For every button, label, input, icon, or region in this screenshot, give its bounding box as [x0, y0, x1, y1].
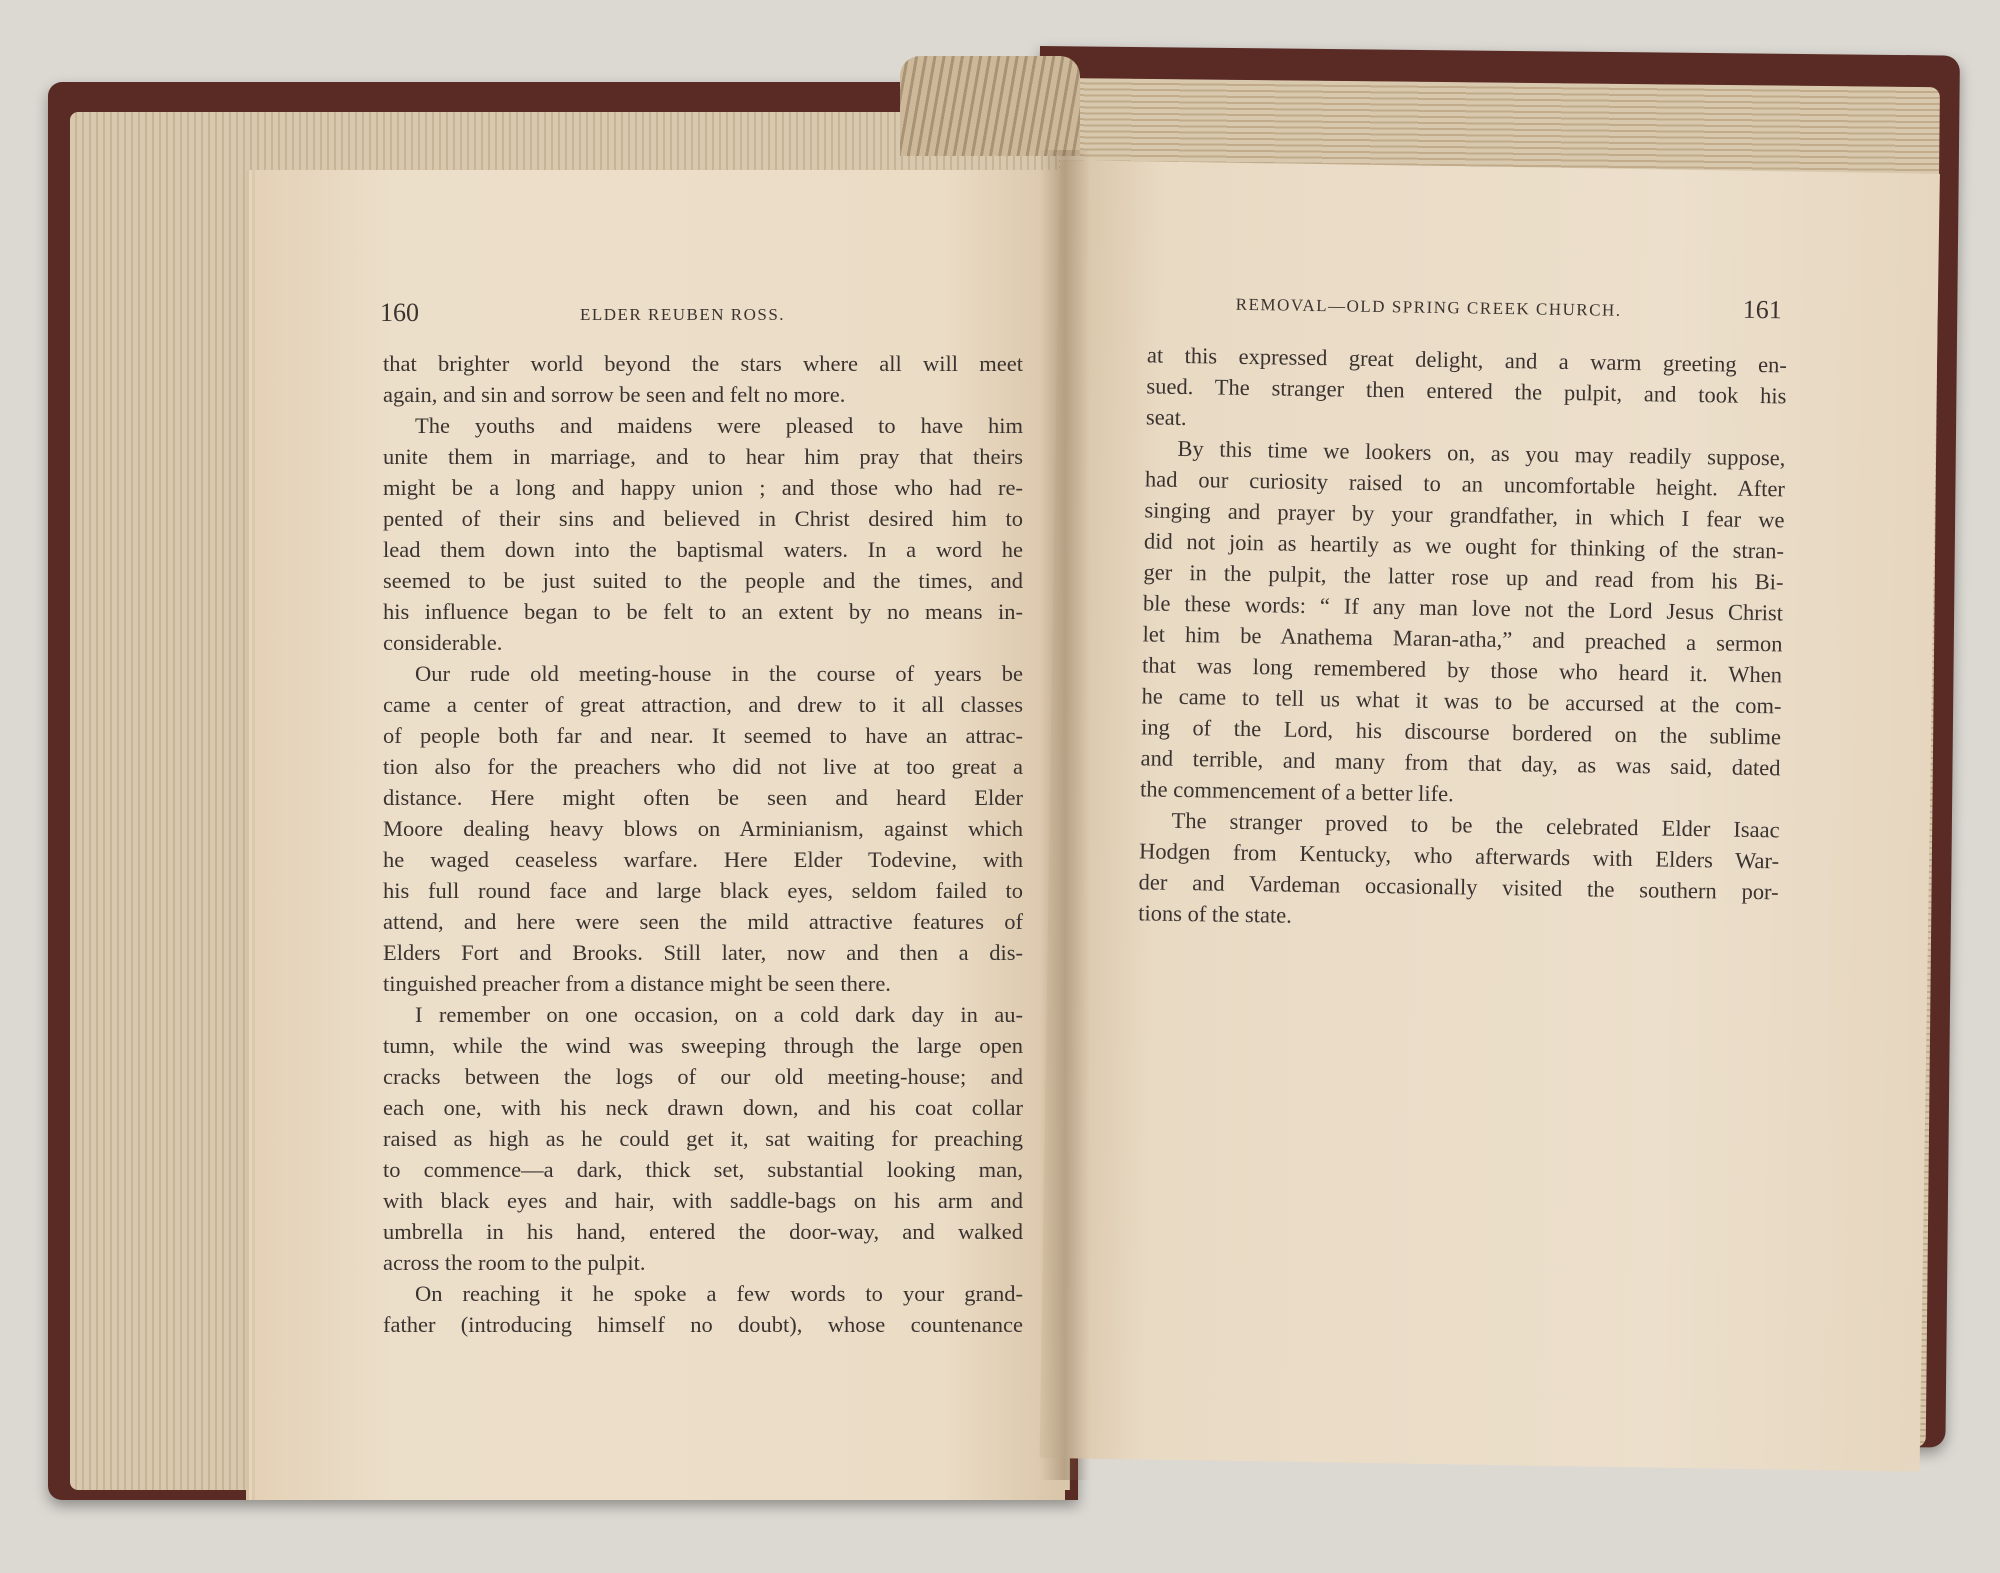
text-line: again, and sin and sorrow be seen and felt no more.: [383, 382, 846, 407]
text-line: considerable.: [383, 630, 503, 655]
text-line: of people both far and near. It seemed to have an attrac-: [383, 723, 1023, 748]
right-page-text: [1138, 339, 1787, 938]
text-line: ble these words: “ If any man love not the Lord Jesus Christ: [1142, 590, 1784, 626]
text-line: might be a long and happy union ; and those who had re-: [383, 475, 1023, 500]
text-line: his full round face and large black eyes, seldom failed to: [383, 878, 1023, 903]
text-line: did not join as heartily as we ought for thinking of the stran-: [1143, 528, 1785, 564]
text-line: he came to tell us what it was to be accursed at the com-: [1141, 683, 1782, 719]
text-line: came a center of great attraction, and drew to it all classes: [383, 692, 1023, 717]
text-line: ing of the Lord, his discourse bordered on the sublime: [1140, 714, 1782, 750]
text-line: his influence began to be felt to an extent by no means in-: [383, 599, 1023, 624]
text-line: tions of the state.: [1137, 900, 1293, 928]
text-line: lead them down into the baptismal waters. In a word he: [383, 537, 1023, 562]
text-line: distance. Here might often be seen and heard Elder: [383, 785, 1023, 810]
text-line: I remember on one occasion, on a cold dark day in au-: [415, 1002, 1023, 1027]
left-page-text: [383, 348, 1023, 1340]
text-line: father (introducing himself no doubt), whose countenance: [383, 1312, 1023, 1337]
text-line: unite them in marriage, and to hear him pray that theirs: [383, 444, 1023, 469]
text-line: raised as high as he could get it, sat waiting for preaching: [383, 1126, 1023, 1151]
text-line: seemed to be just suited to the people and the times, and: [383, 568, 1023, 593]
text-line: ger in the pulpit, the latter rose up and read from his Bi-: [1143, 559, 1784, 595]
text-line: each one, with his neck drawn down, and his coat collar: [383, 1095, 1023, 1120]
book-gutter: [1040, 150, 1090, 1480]
text-line: On reaching it he spoke a few words to your grand-: [415, 1281, 1023, 1306]
text-line: that brighter world beyond the stars where all will meet: [383, 351, 1023, 376]
text-line: the commencement of a better life.: [1139, 776, 1454, 807]
text-line: tumn, while the wind was sweeping through the large open: [383, 1033, 1023, 1058]
text-line: umbrella in his hand, entered the door-way, and walked: [383, 1219, 1023, 1244]
text-line: to commence—a dark, thick set, substantial looking man,: [383, 1157, 1023, 1182]
right-page: [1040, 160, 1940, 1472]
text-line: tion also for the preachers who did not live at too great a: [383, 754, 1023, 779]
text-line: The youths and maidens were pleased to have him: [415, 413, 1023, 438]
text-line: that was long remembered by those who heard it. When: [1141, 652, 1783, 688]
text-line: pented of their sins and believed in Christ desired him to: [383, 506, 1023, 531]
text-line: sued. The stranger then entered the pulpit, and took his: [1146, 373, 1787, 409]
right-page-number: 161: [1742, 294, 1782, 325]
left-page-number: 160: [380, 298, 419, 327]
left-running-head: ELDER REUBEN ROSS.: [580, 305, 786, 324]
text-line: tinguished preacher from a distance might be seen there.: [383, 971, 891, 996]
left-page: [255, 170, 1065, 1500]
text-line: seat.: [1145, 404, 1187, 431]
text-line: Hodgen from Kentucky, who afterwards with Elders War-: [1138, 838, 1780, 874]
text-line: der and Vardeman occasionally visited the southern por-: [1138, 869, 1779, 905]
text-line: let him be Anathema Maran-atha,” and preached a sermon: [1142, 621, 1783, 657]
right-running-head: REMOVAL—OLD SPRING CREEK CHURCH.: [1235, 294, 1622, 320]
text-line: at this expressed great delight, and a warm greeting en-: [1146, 342, 1788, 378]
text-line: had our curiosity raised to an uncomfortable height. After: [1144, 466, 1786, 502]
text-line: he waged ceaseless warfare. Here Elder Todevine, with: [383, 847, 1023, 872]
text-line: By this time we lookers on, as you may readily suppose,: [1177, 435, 1786, 471]
text-line: cracks between the logs of our old meeting-house; and: [383, 1064, 1023, 1089]
text-line: The stranger proved to be the celebrated Elder Isaac: [1171, 807, 1780, 843]
text-line: Elders Fort and Brooks. Still later, now and then a dis-: [383, 940, 1023, 965]
text-line: and terrible, and many from that day, as was said, dated: [1140, 745, 1781, 781]
torn-spine: [900, 56, 1080, 156]
text-line: attend, and here were seen the mild attractive features of: [383, 909, 1023, 934]
text-line: Our rude old meeting-house in the course of years be: [415, 661, 1023, 686]
text-line: across the room to the pulpit.: [383, 1250, 646, 1275]
text-line: Moore dealing heavy blows on Arminianism, against which: [383, 816, 1023, 841]
text-line: singing and prayer by your grandfather, in which I fear we: [1144, 497, 1785, 533]
text-line: with black eyes and hair, with saddle-bags on his arm and: [383, 1188, 1023, 1213]
